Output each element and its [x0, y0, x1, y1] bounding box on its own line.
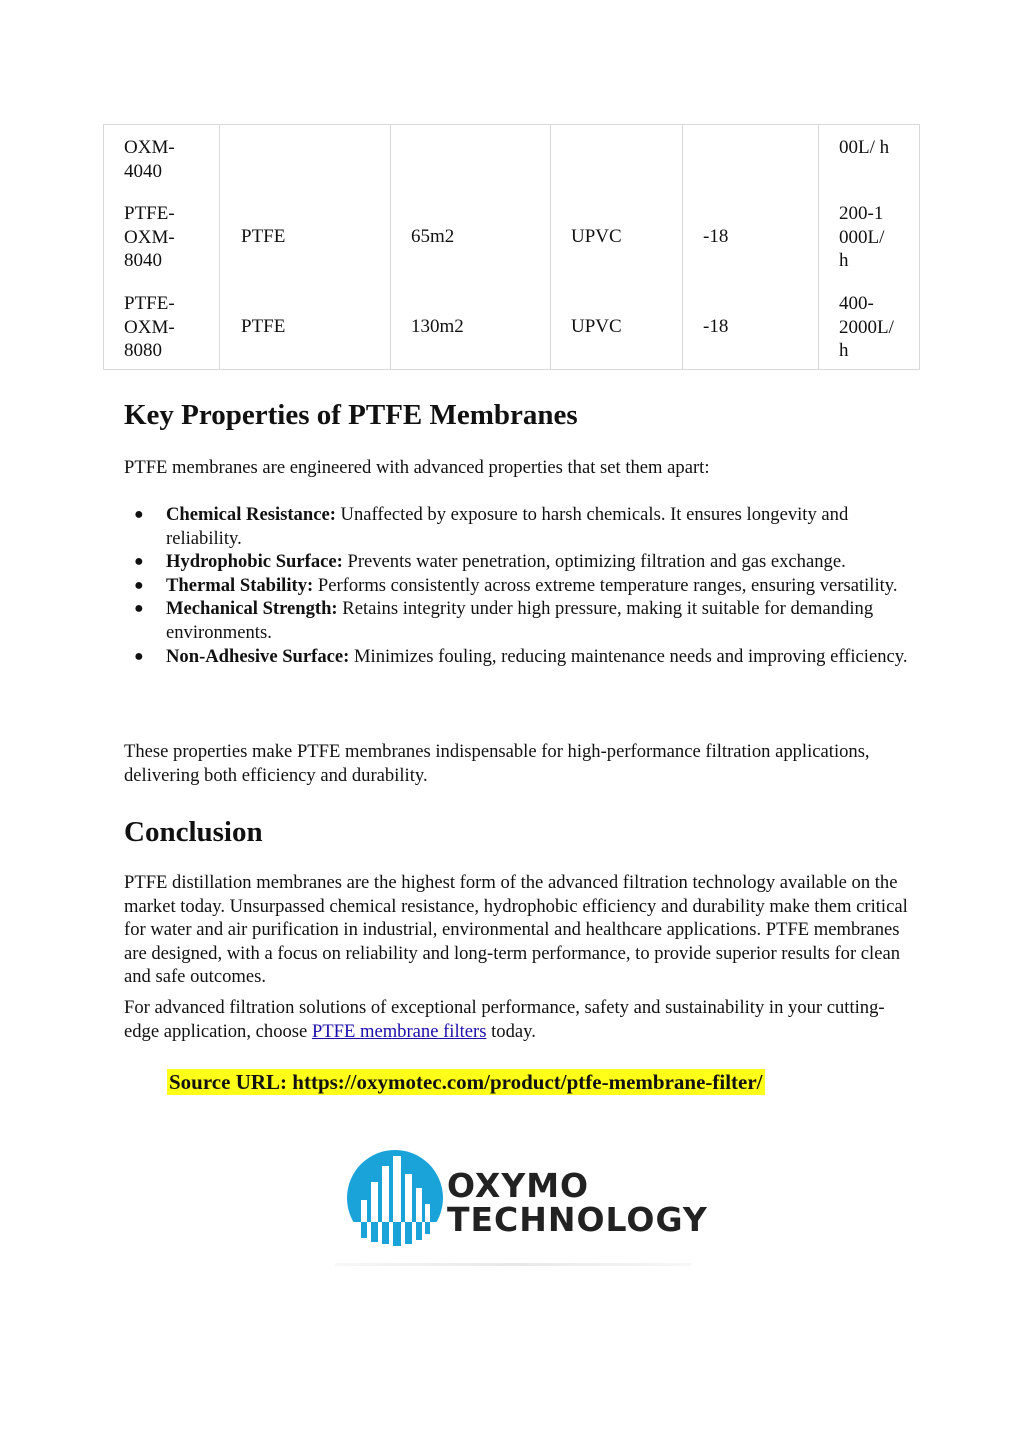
bullet-icon: ●: [134, 576, 144, 594]
table-cell-housing: UPVC: [571, 226, 622, 247]
table-cell-model: PTFE- OXM- 8080: [124, 293, 175, 361]
property-term: Mechanical Strength:: [166, 598, 338, 620]
cta-text-end: today.: [486, 1020, 536, 1042]
bullet-icon: ●: [134, 647, 144, 665]
property-text: Retains integrity under high pressure, making it suitable for demanding environments.: [166, 598, 874, 643]
bullet-icon: ●: [134, 506, 144, 523]
property-term: Non-Adhesive Surface:: [166, 645, 350, 667]
table-cell-flow: 400- 2000L/ h: [839, 293, 894, 361]
oxymo-logo: [335, 1148, 708, 1270]
table-cell-model: PTFE- OXM- 8040: [124, 203, 175, 271]
logo-text-technology: TECHNOLOGY: [447, 1200, 708, 1239]
table-cell-area: 130m2: [411, 316, 464, 337]
table-divider: [818, 125, 819, 369]
ptfe-membrane-filters-link[interactable]: PTFE membrane filters: [311, 1020, 487, 1042]
list-item: [124, 597, 914, 644]
key-properties-intro: PTFE membranes are engineered with advanced properties that set them apart:: [124, 457, 710, 478]
properties-list: [124, 503, 914, 668]
table-divider: [390, 125, 391, 369]
conclusion-heading: Conclusion: [124, 816, 263, 848]
table-cell-value: -18: [703, 226, 729, 247]
property-term: Hydrophobic Surface:: [166, 551, 343, 573]
logo-mark-icon: [345, 1148, 445, 1248]
key-properties-closing: These properties make PTFE membranes indispensable for high-performance filtration applications, delivering both efficiency and durability.: [124, 741, 870, 786]
bullet-icon: ●: [134, 553, 144, 571]
logo-text-oxymo: OXYMO: [447, 1166, 590, 1205]
property-term: Chemical Resistance:: [166, 504, 336, 525]
table-cell-material: PTFE: [241, 316, 286, 337]
table-cell-model: OXM- 4040: [124, 137, 175, 182]
specs-table: [103, 124, 920, 370]
list-item: [124, 550, 914, 574]
table-cell-flow: 200-1 000L/ h: [839, 203, 885, 271]
cta-text: For advanced filtration solutions of exceptional performance, safety and sustainability in your cutting-edge application, choose: [124, 997, 885, 1042]
property-text: Performs consistently across extreme temperature ranges, ensuring versatility.: [313, 574, 898, 596]
property-text: Prevents water penetration, optimizing filtration and gas exchange.: [342, 551, 846, 573]
key-properties-heading: Key Properties of PTFE Membranes: [124, 399, 578, 431]
bullet-icon: ●: [134, 600, 144, 618]
table-cell-housing: UPVC: [571, 316, 622, 337]
table-cell-flow: 00L/ h: [839, 137, 890, 158]
logo-underline: [335, 1263, 691, 1266]
property-term: Thermal Stability:: [166, 574, 314, 596]
table-cell-material: PTFE: [241, 226, 286, 247]
table-divider: [682, 125, 683, 369]
table-cell-value: -18: [703, 316, 729, 337]
property-text: Unaffected by exposure to harsh chemicals. It ensures longevity and reliability.: [166, 504, 849, 549]
table-cell-area: 65m2: [411, 226, 455, 247]
table-divider: [550, 125, 551, 369]
list-item: [124, 574, 914, 598]
conclusion-cta-paragraph: [124, 996, 914, 1043]
property-text: Minimizes fouling, reducing maintenance needs and improving efficiency.: [349, 645, 908, 667]
list-item: [124, 503, 914, 550]
source-url[interactable]: Source URL: https://oxymotec.com/product/ptfe-membrane-filter/: [169, 1070, 763, 1094]
conclusion-paragraph: PTFE distillation membranes are the highest form of the advanced filtration technology available on the market today. Unsurpassed chemical resistance, hydrophobic efficiency and durability make them critical for water and air purification in industrial, environmental and healthcare applications. PTFE membranes are designed, with a focus on reliability and long-term performance, to provide superior results for clean and safe outcomes.: [124, 872, 908, 988]
list-item: [124, 645, 914, 669]
table-divider: [219, 125, 220, 369]
